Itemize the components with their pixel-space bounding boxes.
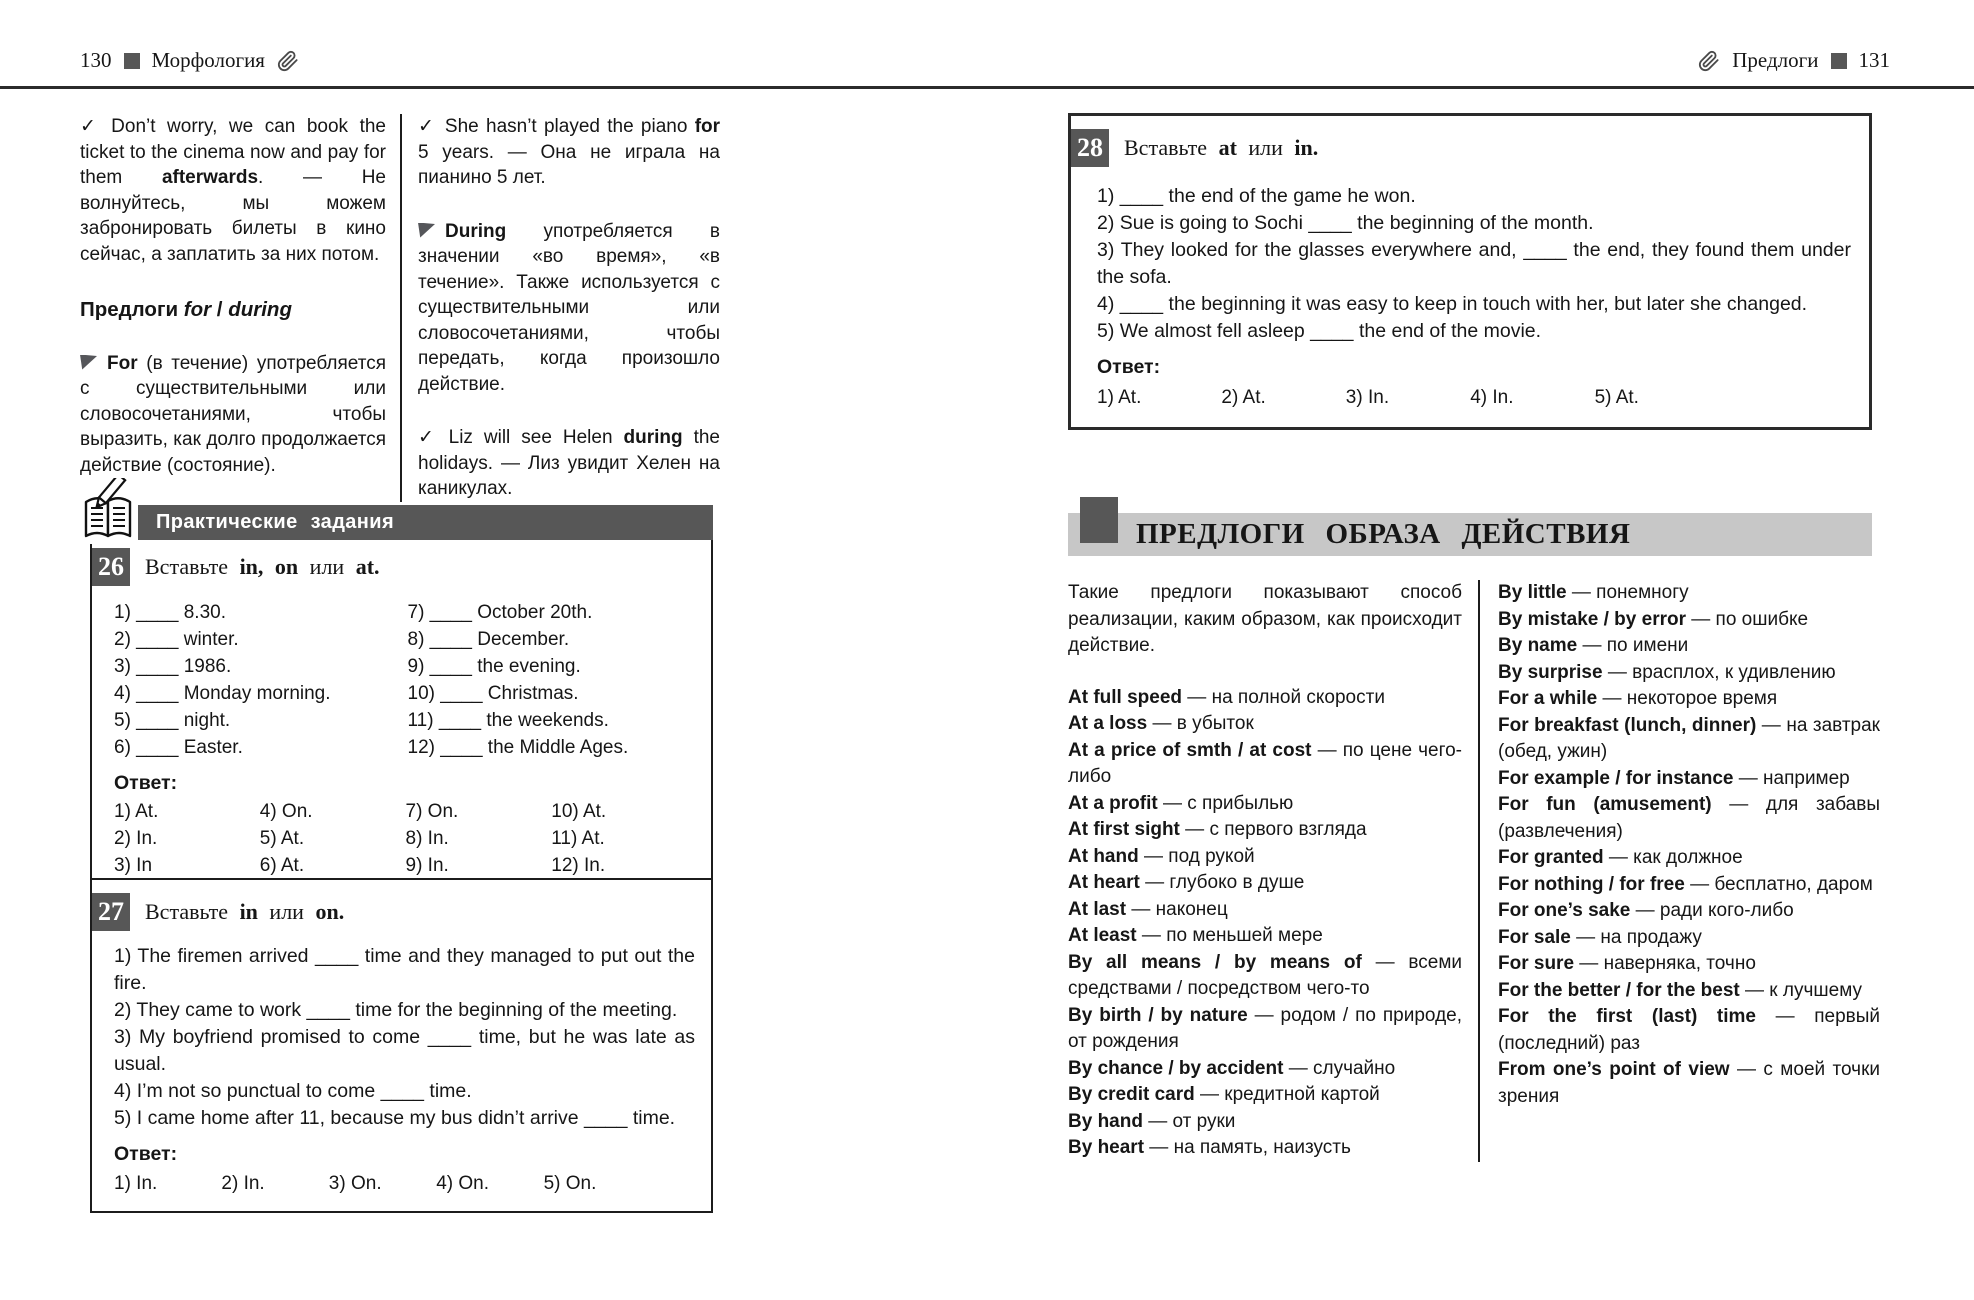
exercise-26-answers [92,795,711,879]
exercise-item: 2) ____ winter. [114,629,239,650]
answer-item: 6) At. [259,855,305,876]
checkmark-icon: ✓ [418,115,436,137]
exercise-item: 4) ____ the beginning it was easy to keep in touch with her, but later she changed. [1097,293,1808,315]
exercise-title: Вставьте in или on. [145,899,345,924]
exercise-item: 4) ____ Monday morning. [114,683,331,704]
phrase-item: At least — по меньшей мере [1068,925,1323,946]
phrase-item: For breakfast (lunch, dinner) — на завтрак (обед, ужин) [1498,714,1880,762]
phrase-item: For fun (amusement) — для забавы (развлечения) [1498,794,1881,842]
answer-item: 2) In. [221,1173,265,1194]
phrase-item: For one’s sake — ради кого-либо [1498,900,1794,921]
phrase-item: For the first (last) time — первый (последний) раз [1498,1006,1881,1054]
exercise-item: 10) ____ Christmas. [407,683,579,704]
phrase-item: For granted — как должное [1498,847,1743,868]
notebook-pencil-icon [80,478,138,544]
phrase-list-right [1498,580,1880,1110]
rule-paragraph [80,351,386,479]
phrase-item: For a while — некоторое время [1498,688,1778,709]
section-intro: Такие предлоги показывают способ реализации, каким образом, как происходит действие. [1068,582,1462,656]
answer-item: 12) In. [551,855,606,876]
phrase-item: By surprise — врасплох, к удивлению [1498,661,1836,683]
phrase-item: At first sight — с первого взгляда [1068,819,1367,840]
answer-item: 11) At. [551,828,605,849]
theory-column-1 [80,114,400,502]
exercise-item: 11) ____ the weekends. [407,710,609,731]
answer-item: 3) In [114,855,153,876]
phrase-item: At last — наконец [1068,898,1228,920]
answer-item: 5) At. [259,828,305,849]
exercise-item: 1) ____ 8.30. [114,602,226,623]
phrase-item: By heart — на память, наизусть [1068,1137,1351,1158]
exercise-27-head [92,880,711,931]
triangle-marker-icon [418,223,435,238]
answer-label: Ответ: [114,1143,178,1165]
answer-item: 2) In. [114,828,158,849]
exercise-26 [90,540,713,893]
example-paragraph [80,114,386,267]
example-paragraph [418,114,720,191]
answer-item: 4) On. [436,1173,489,1194]
phrase-item: By chance / by accident — случайно [1068,1057,1396,1079]
answer-item: 10) At. [551,801,607,822]
answer-item: 1) At. [114,801,159,822]
exercise-title: Вставьте at или in. [1124,135,1319,160]
answer-label: Ответ: [1097,356,1161,378]
left-page-number: 130 [80,48,112,72]
exercise-item: 1) ____ the end of the game he won. [1097,185,1416,207]
exercise-number-badge: 27 [92,893,130,931]
exercise-title: Вставьте in, on или at. [145,554,380,579]
answer-item: 3) In. [1345,387,1390,408]
answer-item: 1) At. [1097,387,1142,408]
phrase-item: From one’s point of view — с моей точки зрения [1498,1059,1880,1107]
exercise-number-badge: 26 [92,548,130,586]
answer-item: 4) On. [259,801,313,822]
answer-item: 7) On. [405,801,459,822]
exercise-item: 3) My boyfriend promised to come ____ time, but he was late as usual. [114,1026,695,1075]
example-text: Don’t worry, we can book the ticket to the cinema now and pay for them afterwards. — Не волнуйтесь, мы можем забронировать билеты в кино сейчас, а заплатить за них потом. [80,116,386,265]
phrase-item: At heart — глубоко в душе [1068,872,1305,893]
answer-item: 1) In. [114,1173,158,1194]
phrase-item: By name — по имени [1498,635,1689,656]
practice-banner: Практические задания [114,505,713,540]
section-title: ПРЕДЛОГИ ОБРАЗА ДЕЙСТВИЯ [1068,513,1872,556]
exercise-item: 3) They looked for the glasses everywhere and, ____ the end, they found them under the sofa. [1097,239,1851,288]
exercise-item: 12) ____ the Middle Ages. [407,737,629,758]
exercise-28-answers [1071,379,1869,411]
exercise-26-items [92,586,711,761]
exercise-27-answers [92,1166,711,1197]
theory-column-2 [400,114,720,502]
exercise-item: 2) They came to work ____ time for the beginning of the meeting. [114,999,678,1021]
checkmark-icon: ✓ [80,115,103,137]
example-text: Liz will see Helen during the holidays. — Лиз увидит Хелен на каникулах. [418,427,720,499]
checkmark-icon: ✓ [418,426,440,448]
rule-text: During употребляется в значении «во время», «в течение». Также используется с существительными или словосочетаниями, чтобы передать, когда произошло действие. [418,220,720,395]
square-bullet-icon [1831,53,1847,69]
square-bullet-icon [124,53,140,69]
answer-label: Ответ: [114,772,178,794]
answer-item: 4) In. [1470,387,1514,408]
manner-column-2 [1478,580,1880,1162]
phrase-item: For example / for instance — например [1498,767,1850,789]
example-paragraph [418,425,720,502]
triangle-marker-icon [80,355,97,370]
phrase-item: For sure — наверняка, точно [1498,953,1756,974]
right-page-number: 131 [1858,48,1890,72]
right-page-title: Предлоги [1732,48,1819,72]
rule-text: For (в течение) употребляется с существительными или словосочетаниями, чтобы выразить, как долго продолжается действие (состояние). [80,352,386,476]
exercise-item: 7) ____ October 20th. [407,602,593,623]
answer-item: 5) At. [1594,387,1639,408]
left-page-title: Морфология [151,48,265,72]
example-text: She hasn’t played the piano for 5 years. — Она не играла на пианино 5 лет. [418,116,721,188]
exercise-item: 8) ____ December. [407,629,570,650]
exercise-26-head [92,540,711,586]
answer-item: 2) At. [1221,387,1266,408]
exercise-27-items [92,931,711,1132]
phrase-item: For nothing / for free — бесплатно, даром [1498,873,1873,895]
answer-item: 9) In. [405,855,449,876]
phrase-item: By all means / by means of — всеми средствами / посредством чего-то [1068,951,1462,999]
exercise-item: 5) ____ night. [114,710,231,731]
phrase-item: At hand — под рукой [1068,845,1255,867]
phrase-list-left [1068,685,1462,1162]
exercise-28-head [1071,116,1869,167]
exercise-item: 9) ____ the evening. [407,656,581,677]
exercise-28 [1068,113,1872,430]
exercise-item: 5) We almost fell asleep ____ the end of the movie. [1097,320,1542,342]
header-rule [0,86,1974,89]
paperclip-icon [277,50,299,72]
paperclip-icon [1698,50,1720,72]
exercise-number-badge: 28 [1071,129,1109,167]
exercise-28-items [1071,167,1869,345]
manner-block [1068,580,1880,1162]
answer-item: 8) In. [405,828,449,849]
items-column-right [408,599,702,761]
phrase-item: For the better / for the best — к лучшему [1498,979,1862,1001]
theory-block [80,114,720,502]
phrase-item: By mistake / by error — по ошибке [1498,608,1809,630]
section-square-icon [1080,497,1118,543]
exercise-item: 5) I came home after 11, because my bus didn’t arrive ____ time. [114,1107,676,1129]
rule-paragraph [418,219,720,398]
exercise-27 [90,878,713,1213]
phrase-item: At full speed — на полной скорости [1068,686,1385,708]
exercise-item: 2) Sue is going to Sochi ____ the beginning of the month. [1097,212,1594,234]
left-page-header [80,48,299,73]
exercise-item: 3) ____ 1986. [114,656,232,677]
phrase-item: At a profit — с прибылью [1068,792,1294,814]
subsection-heading: Предлоги for / during [80,298,292,321]
exercise-item: 4) I’m not so punctual to come ____ time. [114,1080,472,1102]
phrase-item: At a price of smth / at cost — по цене чего-либо [1068,739,1463,787]
phrase-item: By birth / by nature — родом / по природе, от рождения [1068,1004,1463,1052]
exercise-item: 1) The firemen arrived ____ time and they managed to put out the fire. [114,945,695,994]
phrase-item: By hand — от руки [1068,1110,1236,1132]
phrase-item: At a loss — в убыток [1068,713,1254,734]
phrase-item: For sale — на продажу [1498,926,1702,948]
phrase-item: By little — понемногу [1498,582,1689,603]
answer-item: 3) On. [328,1173,382,1194]
answer-item: 5) On. [543,1173,597,1194]
exercise-item: 6) ____ Easter. [114,737,243,758]
right-page-header [1698,48,1890,73]
phrase-item: By credit card — кредитной картой [1068,1084,1380,1105]
items-column-left [114,599,408,761]
manner-column-1 [1068,580,1478,1162]
